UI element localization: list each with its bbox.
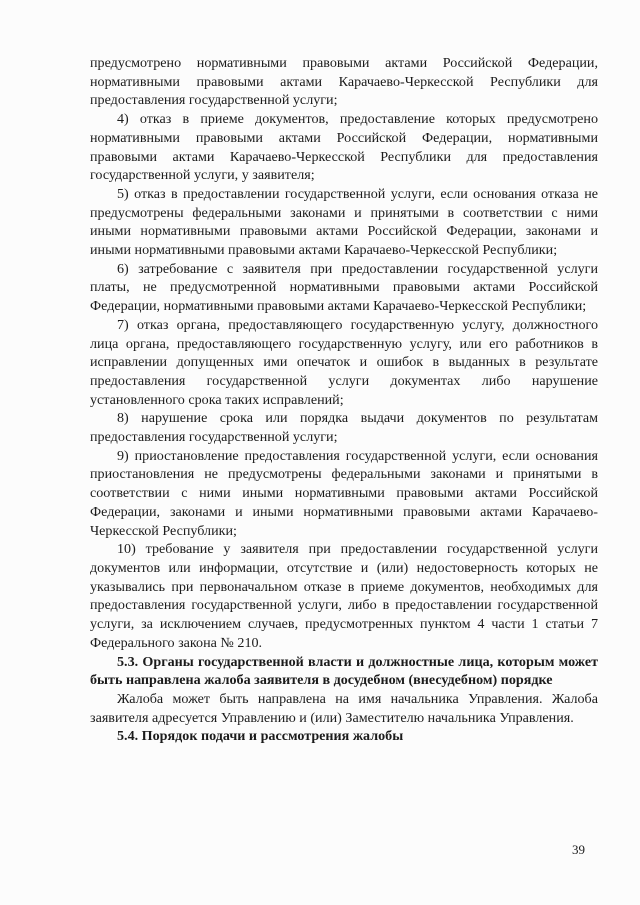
list-item-9: 9) приостановление предоставления государственной услуги, если основания приостановления не предусмотрены федеральными законами и принятыми в соответствии с ними иными нормативными правовыми актами Российской Федерации, законами и иными нормативными правовыми актами Карачаево-Черкесской Республики; (90, 447, 598, 539)
page-number: 39 (572, 842, 585, 857)
list-item-6: 6) затребование с заявителя при предоставлении государственной услуги платы, не предусмотренной нормативными правовыми актами Российской Федерации, нормативными правовыми актами Карачаево-Черкесской Республики; (90, 260, 598, 315)
document-body (90, 54, 598, 746)
paragraph-continuation: предусмотрено нормативными правовыми актами Российской Федерации, нормативными правовыми актами Карачаево-Черкесской Республики для предоставления государственной услуги; (90, 55, 598, 109)
section-heading-5-4: 5.4. Порядок подачи и рассмотрения жалобы (117, 728, 404, 745)
list-item-8: 8) нарушение срока или порядка выдачи документов по результатам предоставления государственной услуги; (90, 410, 598, 446)
list-item-4: 4) отказ в приеме документов, предоставление которых предусмотрено нормативными правовыми актами Российской Федерации, нормативными правовыми актами Карачаево-Черкесской Республики для предоставления государственной услуги, у заявителя; (90, 111, 598, 184)
list-item-7: 7) отказ органа, предоставляющего государственную услугу, должностного лица органа, предоставляющего государственную услугу, или его работников в исправлении допущенных ими опечаток и ошибок в выданных в результате предоставления государственной услуги документах либо нарушение установленного срока таких исправлений; (90, 316, 598, 408)
list-item-10: 10) требование у заявителя при предоставлении государственной услуги документов или информации, отсутствие и (или) недостоверность которых не указывались при первоначальном отказе в приеме документов, необходимых для предоставления государственной услуги, либо в предоставлении государственной услуги, за исключением случаев, предусмотренных пунктом 4 части 1 статьи 7 Федерального закона № 210. (90, 541, 598, 651)
section-5-3-body: Жалоба может быть направлена на имя начальника Управления. Жалоба заявителя адресуется Управлению и (или) Заместителю начальника Управления. (90, 690, 598, 726)
section-heading-5-3: 5.3. Органы государственной власти и должностные лица, которым может быть направлена жалоба заявителя в досудебном (внесудебном) порядке (90, 653, 598, 689)
list-item-5: 5) отказ в предоставлении государственной услуги, если основания отказа не предусмотрены федеральными законами и принятыми в соответствии с ними иными нормативными правовыми актами Российской Федерации, законами и иными нормативными правовыми актами Карачаево-Черкесской Республики; (90, 185, 598, 259)
